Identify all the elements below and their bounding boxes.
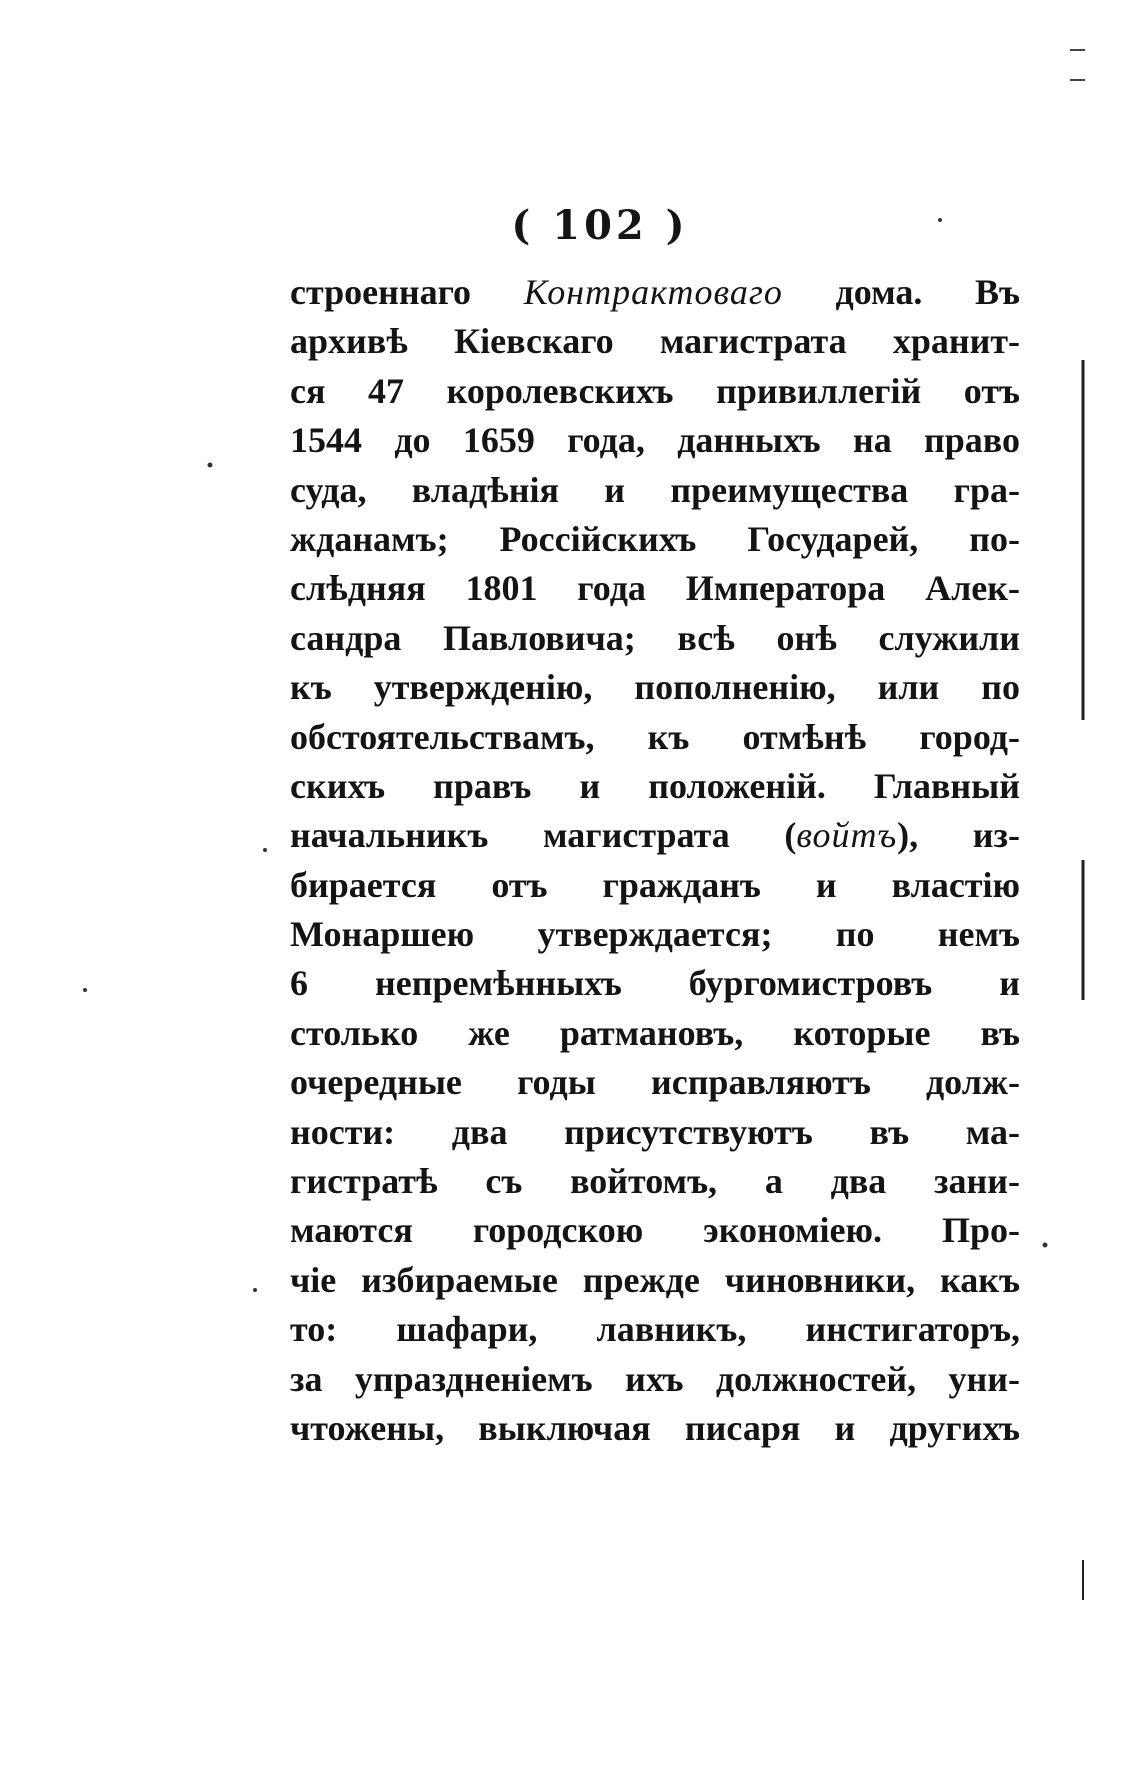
text-line bbox=[290, 910, 1020, 959]
text-line bbox=[290, 713, 1020, 762]
text-line bbox=[290, 416, 1020, 465]
scan-speck-1 bbox=[208, 463, 213, 468]
text-line-part: архивѣ Кіевскаго магистрата хранит- bbox=[290, 321, 1020, 362]
text-line-part: скихъ правъ и положеній. Главный bbox=[290, 765, 1020, 806]
scan-speck-6 bbox=[253, 1288, 257, 1292]
text-line bbox=[290, 1404, 1020, 1453]
emphasized-word: войтъ bbox=[796, 815, 898, 856]
scan-speck-4 bbox=[938, 218, 942, 222]
text-line bbox=[290, 1157, 1020, 1206]
text-line-part: бирается отъ гражданъ и властію bbox=[290, 864, 1020, 905]
scan-speck-5 bbox=[263, 848, 267, 852]
text-line bbox=[290, 861, 1020, 910]
text-line-part: чтожены, выключая писаря и другихъ bbox=[290, 1407, 1020, 1448]
text-line-part: начальникъ магистрата ( bbox=[290, 815, 797, 856]
text-line-part: сандра Павловича; всѣ онѣ служили bbox=[290, 617, 1020, 658]
page-number: ( 102 ) bbox=[511, 202, 689, 249]
text-line-part: суда, владѣнія и преимущества гра- bbox=[290, 469, 1020, 510]
body-text bbox=[290, 268, 1020, 1453]
text-line-part: къ утвержденію, пополненію, или по bbox=[290, 667, 1020, 708]
text-line-part: маются городскою экономіею. Про- bbox=[290, 1210, 1020, 1251]
text-line bbox=[290, 317, 1020, 366]
text-line-part: то: шафари, лавникъ, инстигаторъ, bbox=[290, 1309, 1020, 1350]
text-line bbox=[290, 762, 1020, 811]
text-line bbox=[290, 663, 1020, 712]
text-line-part: слѣдняя 1801 года Императора Алек- bbox=[290, 568, 1020, 609]
text-line-part: жданамъ; Россійскихъ Государей, по- bbox=[290, 518, 1020, 559]
text-line bbox=[290, 1355, 1020, 1404]
text-line bbox=[290, 564, 1020, 613]
text-line bbox=[290, 1305, 1020, 1354]
text-line-part: строеннаго bbox=[290, 272, 524, 312]
scan-speck-3 bbox=[83, 988, 87, 992]
text-line bbox=[290, 1058, 1020, 1107]
text-line bbox=[290, 1256, 1020, 1305]
text-line bbox=[290, 811, 1020, 860]
text-line-part: гистратѣ съ войтомъ, а два зани- bbox=[290, 1161, 1020, 1202]
text-line bbox=[290, 515, 1020, 564]
text-line bbox=[290, 1108, 1020, 1157]
text-line bbox=[290, 614, 1020, 663]
text-line bbox=[290, 466, 1020, 515]
text-line-part: очередные годы исправляютъ долж- bbox=[290, 1062, 1020, 1103]
text-line-part: ), из- bbox=[897, 815, 1020, 856]
text-line-part: ности: два присутствуютъ въ ма- bbox=[290, 1111, 1020, 1152]
text-line-part: 6 непремѣнныхъ бургомистровъ и bbox=[290, 963, 1020, 1004]
text-line-part: дома. Въ bbox=[782, 272, 1020, 312]
text-line-part: 1544 до 1659 года, данныхъ на право bbox=[290, 420, 1020, 461]
text-line-part: обстоятельствамъ, къ отмѣнѣ город- bbox=[290, 716, 1020, 757]
text-line bbox=[290, 959, 1020, 1008]
text-line bbox=[290, 1009, 1020, 1058]
emphasized-word: Контрактоваго bbox=[523, 272, 783, 312]
text-line-part: Монаршею утверждается; по немъ bbox=[290, 914, 1020, 955]
scan-speck-2 bbox=[1043, 1243, 1048, 1248]
text-line bbox=[290, 1206, 1020, 1255]
text-line-part: за упраздненіемъ ихъ должностей, уни- bbox=[290, 1358, 1020, 1399]
text-line-part: чіе избираемые прежде чиновники, какъ bbox=[290, 1259, 1020, 1300]
text-line bbox=[290, 268, 1020, 317]
text-line bbox=[290, 367, 1020, 416]
text-line-part: ся 47 королевскихъ привиллегій отъ bbox=[290, 370, 1020, 411]
text-line-part: столько же ратмановъ, которые въ bbox=[290, 1012, 1020, 1053]
